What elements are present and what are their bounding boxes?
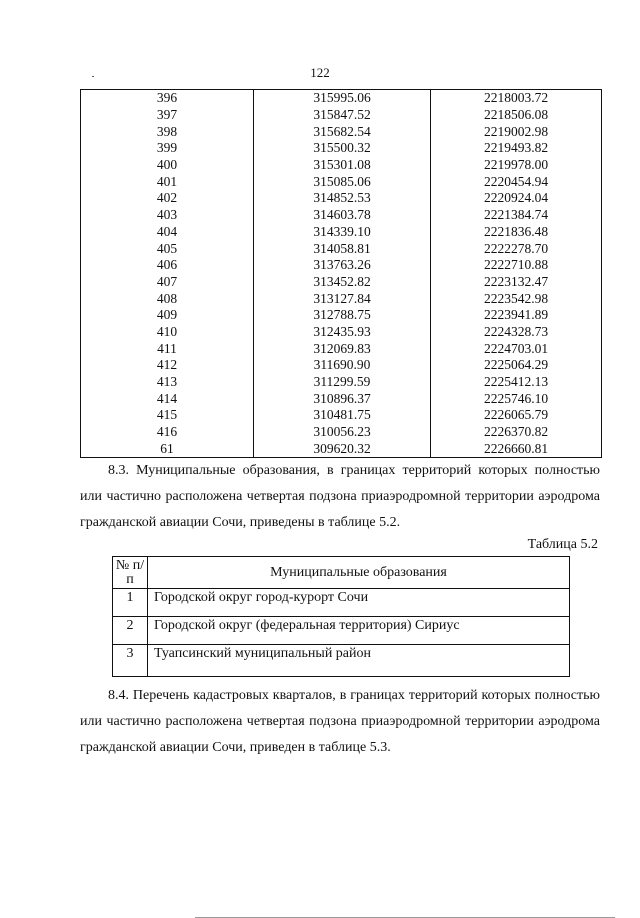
paragraph-8-4-text: 8.4. Перечень кадастровых кварталов, в границах территорий которых полностью или частично расположена четвертая подзона приаэродромной территории аэродрома гражданской авиации Сочи, приведен в таблице 5.3.	[80, 688, 600, 755]
y-coordinate: 2224328.73	[431, 324, 602, 341]
x-coordinate: 314603.78	[254, 207, 431, 224]
point-number: 415	[81, 407, 254, 424]
table-row	[81, 440, 602, 457]
point-number: 406	[81, 257, 254, 274]
point-number: 402	[81, 190, 254, 207]
y-coordinate: 2223132.47	[431, 274, 602, 291]
table-row	[113, 617, 570, 645]
x-coordinate: 313452.82	[254, 274, 431, 291]
x-coordinate: 315995.06	[254, 90, 431, 107]
point-number: 413	[81, 374, 254, 391]
row-name: Городской округ город-курорт Сочи	[148, 589, 570, 617]
page-number: 122	[310, 65, 330, 80]
x-coordinate: 311299.59	[254, 374, 431, 391]
table-row	[81, 224, 602, 241]
header-number: № п/п	[113, 557, 148, 589]
y-coordinate: 2223941.89	[431, 307, 602, 324]
y-coordinate: 2221836.48	[431, 224, 602, 241]
x-coordinate: 315682.54	[254, 123, 431, 140]
y-coordinate: 2225746.10	[431, 390, 602, 407]
y-coordinate: 2225064.29	[431, 357, 602, 374]
y-coordinate: 2226370.82	[431, 424, 602, 441]
table-row	[81, 274, 602, 291]
paragraph-8-3-text: 8.3. Муниципальные образования, в границах территорий которых полностью или частично расположена четвертая подзона приаэродромной территории аэродрома гражданской авиации Сочи, приведены в таблице 5.2.	[80, 463, 600, 530]
table-header-row	[113, 557, 570, 589]
table-row	[81, 290, 602, 307]
x-coordinate: 315085.06	[254, 173, 431, 190]
table-row	[81, 324, 602, 341]
table-row	[113, 645, 570, 677]
point-number: 403	[81, 207, 254, 224]
y-coordinate: 2222710.88	[431, 257, 602, 274]
row-number: 2	[113, 617, 148, 645]
x-coordinate: 312788.75	[254, 307, 431, 324]
y-coordinate: 2219002.98	[431, 123, 602, 140]
x-coordinate: 310481.75	[254, 407, 431, 424]
table-row	[113, 589, 570, 617]
point-number: 396	[81, 90, 254, 107]
x-coordinate: 309620.32	[254, 440, 431, 457]
point-number: 407	[81, 274, 254, 291]
table-row	[81, 207, 602, 224]
table-row	[81, 424, 602, 441]
x-coordinate: 310056.23	[254, 424, 431, 441]
x-coordinate: 315500.32	[254, 140, 431, 157]
table-row	[81, 107, 602, 124]
municipalities-table	[112, 556, 570, 677]
table-row	[81, 307, 602, 324]
table-row	[81, 173, 602, 190]
row-number: 3	[113, 645, 148, 677]
y-coordinate: 2226065.79	[431, 407, 602, 424]
point-number: 412	[81, 357, 254, 374]
table-row	[81, 157, 602, 174]
table-row	[81, 407, 602, 424]
point-number: 410	[81, 324, 254, 341]
x-coordinate: 313127.84	[254, 290, 431, 307]
table-row	[81, 357, 602, 374]
y-coordinate: 2220454.94	[431, 173, 602, 190]
point-number: 409	[81, 307, 254, 324]
point-number: 416	[81, 424, 254, 441]
x-coordinate: 313763.26	[254, 257, 431, 274]
paragraph-8-3	[80, 458, 600, 536]
x-coordinate: 311690.90	[254, 357, 431, 374]
y-coordinate: 2222278.70	[431, 240, 602, 257]
x-coordinate: 310896.37	[254, 390, 431, 407]
point-number: 397	[81, 107, 254, 124]
x-coordinate: 315301.08	[254, 157, 431, 174]
y-coordinate: 2218003.72	[431, 90, 602, 107]
scan-mark	[92, 76, 94, 77]
table-5-2-caption: Таблица 5.2	[527, 537, 598, 552]
y-coordinate: 2221384.74	[431, 207, 602, 224]
point-number: 399	[81, 140, 254, 157]
y-coordinate: 2218506.08	[431, 107, 602, 124]
point-number: 405	[81, 240, 254, 257]
row-number: 1	[113, 589, 148, 617]
point-number: 61	[81, 440, 254, 457]
point-number: 398	[81, 123, 254, 140]
table-row	[81, 257, 602, 274]
paragraph-8-4	[80, 683, 600, 761]
y-coordinate: 2225412.13	[431, 374, 602, 391]
x-coordinate: 312435.93	[254, 324, 431, 341]
point-number: 411	[81, 340, 254, 357]
y-coordinate: 2219978.00	[431, 157, 602, 174]
x-coordinate: 315847.52	[254, 107, 431, 124]
table-row	[81, 340, 602, 357]
table-row	[81, 240, 602, 257]
x-coordinate: 314058.81	[254, 240, 431, 257]
table-row	[81, 390, 602, 407]
y-coordinate: 2220924.04	[431, 190, 602, 207]
x-coordinate: 314339.10	[254, 224, 431, 241]
row-name: Туапсинский муниципальный район	[148, 645, 570, 677]
point-number: 408	[81, 290, 254, 307]
y-coordinate: 2219493.82	[431, 140, 602, 157]
x-coordinate: 314852.53	[254, 190, 431, 207]
point-number: 400	[81, 157, 254, 174]
point-number: 414	[81, 390, 254, 407]
point-number: 401	[81, 173, 254, 190]
y-coordinate: 2224703.01	[431, 340, 602, 357]
header-name: Муниципальные образования	[148, 557, 570, 589]
row-name: Городской округ (федеральная территория) Сириус	[148, 617, 570, 645]
point-number: 404	[81, 224, 254, 241]
table-row	[81, 90, 602, 107]
table-row	[81, 140, 602, 157]
coordinates-table	[80, 89, 602, 458]
y-coordinate: 2223542.98	[431, 290, 602, 307]
table-row	[81, 190, 602, 207]
y-coordinate: 2226660.81	[431, 440, 602, 457]
table-row	[81, 123, 602, 140]
x-coordinate: 312069.83	[254, 340, 431, 357]
table-row	[81, 374, 602, 391]
